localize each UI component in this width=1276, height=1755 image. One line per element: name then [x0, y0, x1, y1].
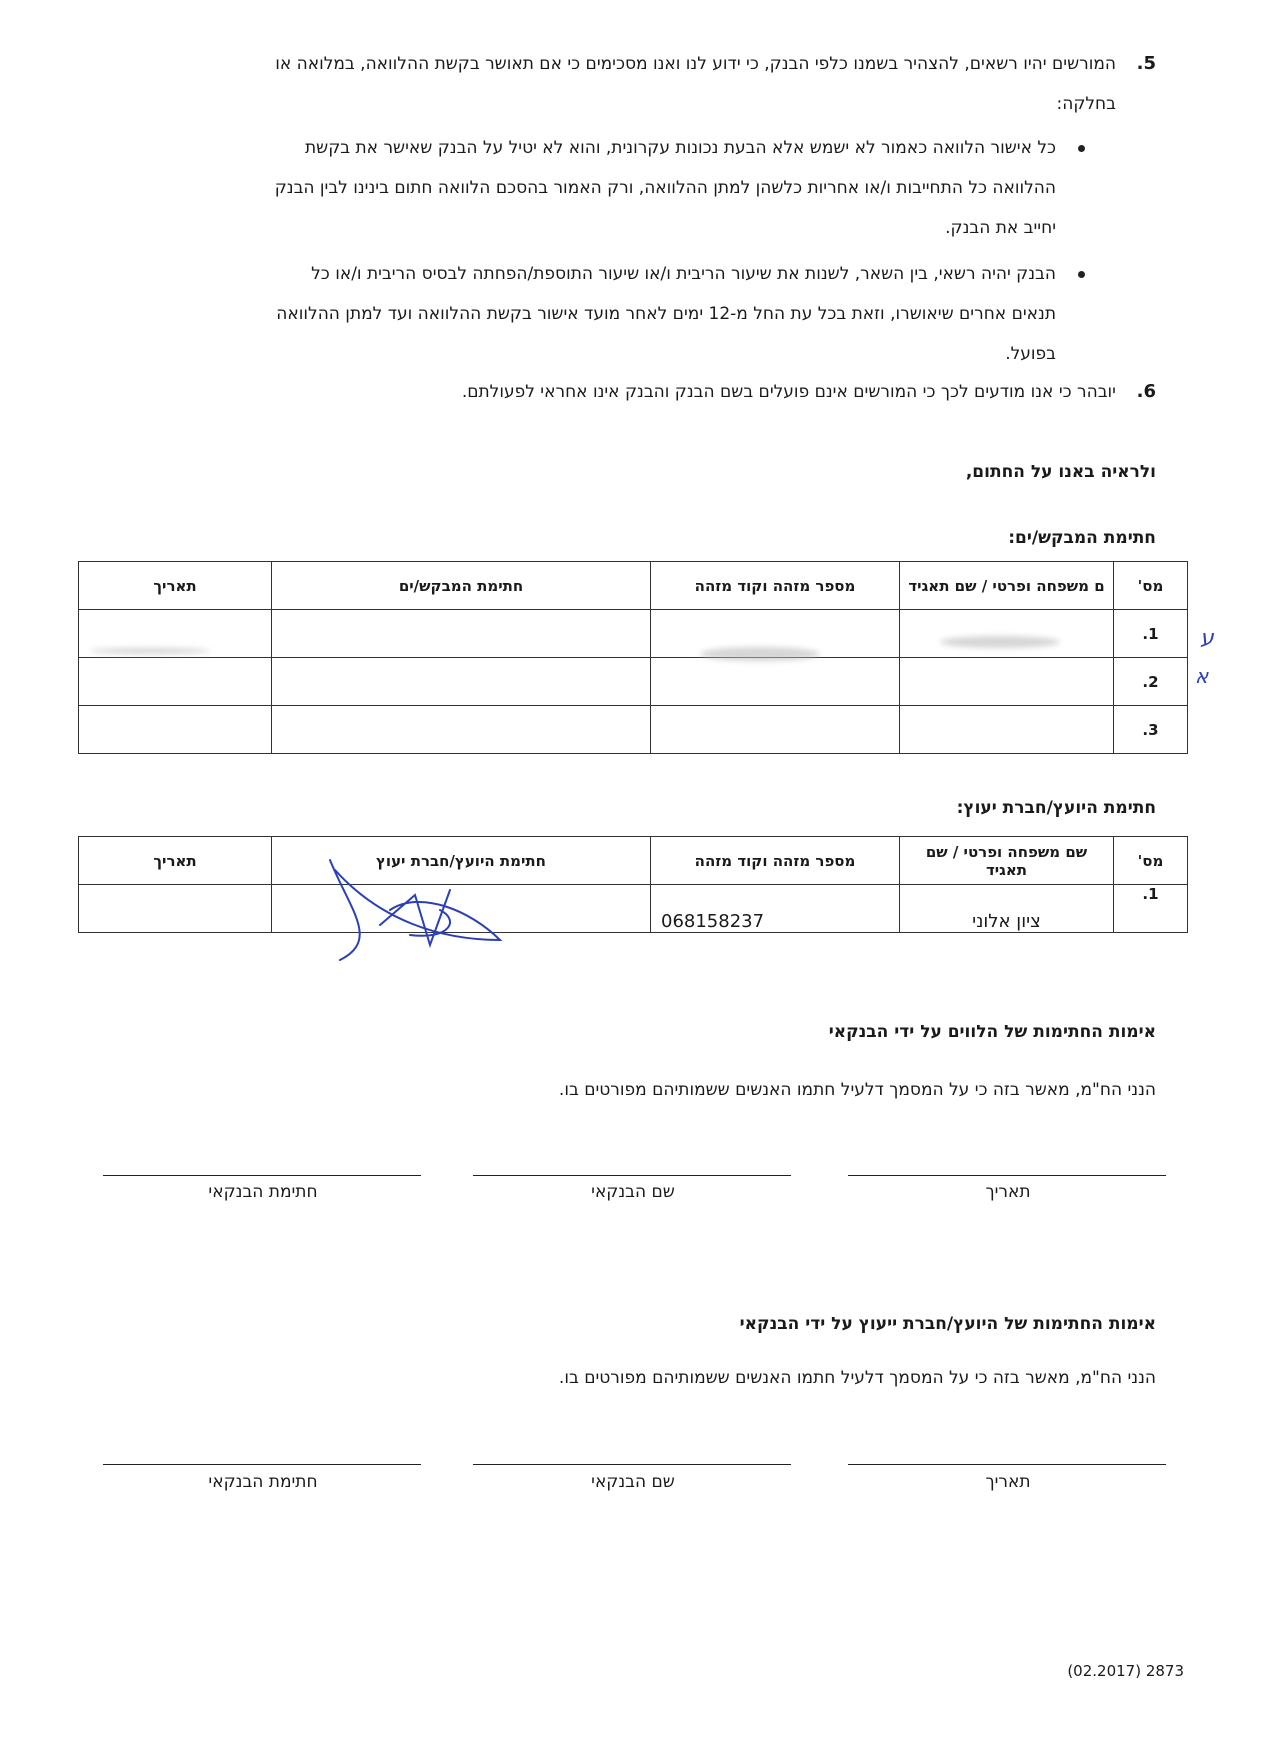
verify-borrowers-heading: אימות החתימות של הלווים על ידי הבנקאי: [828, 1022, 1156, 1042]
advisor-heading: חתימת היועץ/חברת יעוץ:: [956, 798, 1156, 818]
date-cell[interactable]: [79, 885, 272, 933]
form-code: (02.2017) 2873: [1067, 1662, 1184, 1680]
signature-line: [848, 1175, 1166, 1176]
id-cell[interactable]: [651, 706, 900, 754]
bullet-1-line-3: יחייב את הבנק.: [945, 218, 1056, 238]
bullet-2-line-3: בפועל.: [1005, 344, 1056, 364]
verify-advisor-text: הנני הח"מ, מאשר בזה כי על המסמך דלעיל חתמו האנשים ששמותיהם מפורטים בו.: [558, 1368, 1156, 1388]
col-name-header: שם משפחה ופרטי / שם תאגיד: [900, 837, 1114, 885]
signature-cell[interactable]: [272, 658, 651, 706]
col-id-header: מספר מזהה וקוד מזהה: [651, 837, 900, 885]
col-name-header: ם משפחה ופרטי / שם תאגיד: [900, 562, 1114, 610]
banker-signature-label: חתימת הבנקאי: [208, 1182, 318, 1202]
row-number: 2.: [1114, 658, 1188, 706]
table-row: [79, 885, 1188, 933]
bullet-1-dot: [1078, 145, 1085, 152]
bullet-1-line-1: כל אישור הלוואה כאמור לא ישמש אלא הבעת נכונות עקרונית, והוא לא יטיל על הבנק שאישר את בקשת: [305, 138, 1056, 158]
col-number-header: מס': [1114, 562, 1188, 610]
signature-line: [473, 1175, 791, 1176]
name-cell[interactable]: [900, 706, 1114, 754]
section-5-line-2: בחלקה:: [1056, 94, 1116, 114]
bullet-2-line-2: תנאים אחרים שיאושרו, וזאת בכל עת החל מ-12 ימים לאחר מועד אישור בקשת ההלוואה ועד למתן ההלוואה: [276, 304, 1056, 324]
redaction-smudge: [940, 636, 1060, 648]
banker-signature-label: חתימת הבנקאי: [208, 1472, 318, 1492]
date-cell[interactable]: [79, 658, 272, 706]
signature-line: [473, 1464, 791, 1465]
bullet-2-dot: [1078, 271, 1085, 278]
id-cell[interactable]: [651, 658, 900, 706]
redaction-smudge: [700, 647, 820, 661]
row-number: 3.: [1114, 706, 1188, 754]
name-cell[interactable]: [900, 610, 1114, 658]
table-row: [79, 658, 1188, 706]
advisor-table: [78, 836, 1188, 933]
verify-advisor-heading: אימות החתימות של היועץ/חברת ייעוץ על ידי הבנקאי: [739, 1314, 1156, 1334]
name-cell[interactable]: [900, 658, 1114, 706]
col-date-header: תאריך: [79, 562, 272, 610]
table-row: [79, 706, 1188, 754]
date-label: תאריך: [985, 1472, 1031, 1492]
col-signature-header: חתימת המבקש/ים: [272, 562, 651, 610]
signature-cell[interactable]: [272, 706, 651, 754]
margin-mark: א: [1195, 664, 1209, 688]
date-cell[interactable]: [79, 706, 272, 754]
applicants-table: [78, 561, 1188, 754]
margin-mark: ע: [1200, 626, 1214, 651]
row-number: 1.: [1114, 610, 1188, 658]
table-row: [79, 610, 1188, 658]
signature-cell[interactable]: [272, 610, 651, 658]
section-6-text: יובהר כי אנו מודעים לכך כי המורשים אינם פועלים בשם הבנק והבנק אינו אחראי לפעולתם.: [461, 382, 1116, 402]
verify-borrowers-text: הנני הח"מ, מאשר בזה כי על המסמך דלעיל חתמו האנשים ששמותיהם מפורטים בו.: [558, 1080, 1156, 1100]
section-5-number: 5.: [1136, 53, 1156, 74]
col-id-header: מספר מזהה וקוד מזהה: [651, 562, 900, 610]
row-number: 1.: [1114, 885, 1188, 933]
signature-line: [103, 1464, 421, 1465]
applicants-heading: חתימת המבקש/ים:: [1008, 528, 1156, 548]
col-date-header: תאריך: [79, 837, 272, 885]
advisor-id-cell: 068158237: [651, 885, 900, 933]
advisor-name-cell: ציון אלוני: [900, 885, 1114, 933]
signature-line: [848, 1464, 1166, 1465]
redaction-smudge: [90, 648, 210, 654]
section-5-line-1: המורשים יהיו רשאים, להצהיר בשמנו כלפי הבנק, כי ידוע לנו ואנו מסכימים כי אם תאושר בקשת ההלוואה, במלואה או: [275, 54, 1116, 74]
signature-line: [103, 1175, 421, 1176]
banker-name-label: שם הבנקאי: [591, 1182, 675, 1202]
section-6-number: 6.: [1136, 381, 1156, 402]
col-number-header: מס': [1114, 837, 1188, 885]
handwritten-signature-icon: [320, 850, 520, 970]
bullet-2-line-1: הבנק יהיה רשאי, בין השאר, לשנות את שיעור הריבית ו/או שיעור התוספת/הפחתה לבסיס הריבית ו/או כל: [311, 264, 1056, 284]
date-label: תאריך: [985, 1182, 1031, 1202]
bullet-1-line-2: ההלוואה כל התחייבות ו/או אחריות כלשהן למתן ההלוואה, ורק האמור בהסכם הלוואה חתום בינינו לבין הבנק: [274, 178, 1056, 198]
witness-line: ולראיה באנו על החתום,: [965, 462, 1156, 482]
banker-name-label: שם הבנקאי: [591, 1472, 675, 1492]
col-signature-header: חתימת היועץ/חברת יעוץ: [272, 837, 651, 885]
